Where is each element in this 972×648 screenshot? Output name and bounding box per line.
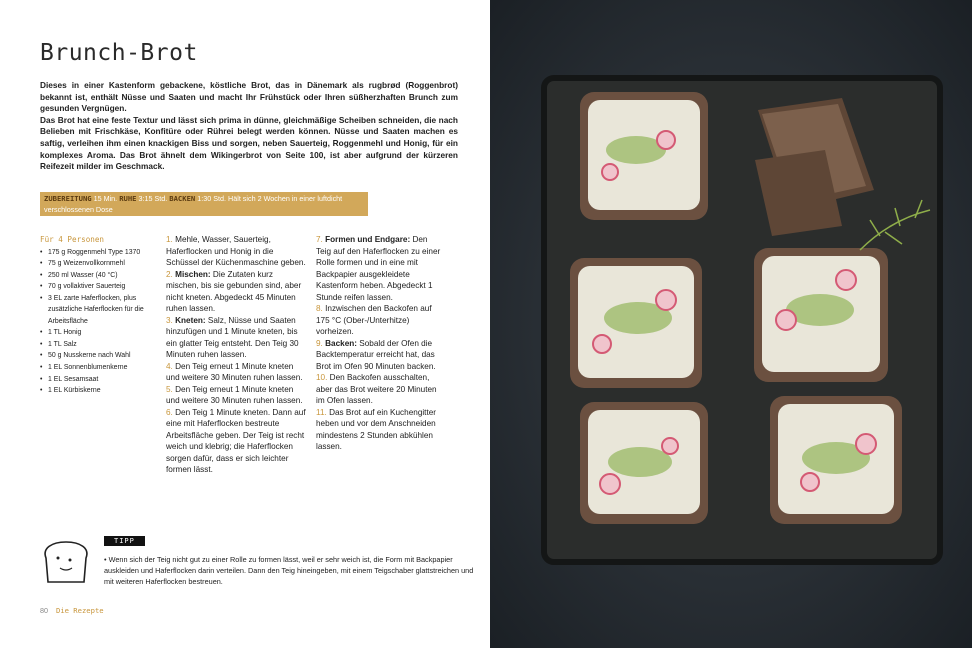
step: 11. Das Brot auf ein Kuchengitter heben und vor dem Anschneiden mindestens 2 Stunden abkühlen lassen. (316, 407, 437, 451)
step: 9. Backen: Sobald der Ofen die Backtemperatur erreicht hat, das Brot im Ofen 90 Minuten backen. (316, 338, 436, 371)
prep-value: 15 Min. (93, 194, 118, 203)
step: 4. Den Teig erneut 1 Minute kneten und weitere 30 Minuten ruhen lassen. (166, 361, 303, 382)
bread-slice (754, 248, 888, 382)
recipe-intro (40, 80, 458, 173)
steps-column-1 (166, 234, 306, 476)
intro-paragraph: Das Brot hat eine feste Textur und lässt sich prima in dünne, gleichmäßige Scheiben schneiden, die nach Belieben mit Frischkäse, Konfitüre oder Rührei belegt werden können. Nüsse und Saaten machen es saftig, verleihen ihm einen knackigen Biss und sorgen, neben Sauerteig, Roggenmehl und Honig, für ein komplexes Aroma. Das Brot ähnelt dem Wikingerbrot von Seite 100, ist aber aufgrund der kürzeren Reifezeit milder im Geschmack. (40, 114, 458, 172)
ingredient-item: • 50 g Nusskerne nach Wahl (40, 350, 150, 362)
step: 3. Kneten: Salz, Nüsse und Saaten hinzufügen und 1 Minute kneten, bis ein glatter Teig entsteht. Den Teig 30 Minuten ruhen lassen. (166, 315, 299, 359)
step: 7. Formen und Endgare: Den Teig auf den Haferflocken zu einer Rolle formen und in eine mit Backpapier ausgekleidete Kastenform heben. Abgedeckt 1 Stunde reifen lassen. (316, 235, 441, 302)
page-number: 80 (40, 606, 48, 615)
ingredient-item: • 1 TL Honig (40, 327, 150, 339)
photo-illustration (490, 0, 972, 648)
bread-slice (770, 396, 902, 524)
ingredient-item: • 3 EL zarte Haferflocken, plus zusätzliche Haferflocken für die Arbeitsfläche (40, 293, 150, 328)
ingredient-item: • 70 g vollaktiver Sauerteig (40, 281, 150, 293)
prep-label: ZUBEREITUNG (44, 194, 92, 203)
timing-bar (40, 192, 368, 216)
ingredient-item: • 175 g Roggenmehl Type 1370 (40, 247, 150, 259)
step: 1. Mehle, Wasser, Sauerteig, Haferflocken und Honig in die Schüssel der Küchenmaschine geben. (166, 235, 306, 267)
step: 6. Den Teig 1 Minute kneten. Dann auf eine mit Haferflocken bestreute Arbeitsfläche geben. Der Teig ist recht weich und klebrig; die Haferflocken sorgen dafür, dass er sich leichter formen lässt. (166, 407, 306, 474)
ingredient-item: • 1 EL Sesamsaat (40, 374, 150, 386)
bread-slice (580, 92, 708, 220)
rest-value: 3:15 Std. (138, 194, 168, 203)
storage-note: Hält sich 2 Wochen in einer luftdicht verschlossenen Dose (44, 194, 343, 214)
rest-label: RUHE (119, 194, 137, 203)
tip-label: TIPP (104, 536, 145, 546)
bake-value: 1:30 Std. (197, 194, 227, 203)
tip-text: • Wenn sich der Teig nicht gut zu einer Rolle zu formen lässt, weil er sehr weich ist, die Form mit Backpapier auskleiden und Haferflocken darin verteilen. Dann den Teig hineingeben, mit einem Teigschaber glattstreichen und mit weiteren Haferflocken bestreuen. (104, 555, 474, 587)
step: 8. Inzwischen den Backofen auf 175 °C (Ober-/Unterhitze) vorheizen. (316, 304, 432, 336)
page-footer (40, 606, 104, 615)
ingredient-item: • 1 TL Salz (40, 339, 150, 351)
step: 10. Den Backofen ausschalten, aber das Brot weitere 20 Minuten im Ofen lassen. (316, 373, 437, 405)
bake-label: BACKEN (169, 194, 196, 203)
bread-sketch-icon (40, 538, 92, 586)
intro-paragraph: Dieses in einer Kastenform gebackene, köstliche Brot, das in Dänemark als rugbrød (Roggenbrot) bekannt ist, enthält Nüsse und Saaten und macht Ihr Frühstück oder Ihren süßherzhaften Brunch zum gesunden Vergnügen. (40, 80, 458, 114)
step: 2. Mischen: Die Zutaten kurz mischen, bis sie gebunden sind, aber nicht kneten. Abgedeckt 45 Minuten ruhen lassen. (166, 269, 302, 313)
section-name: Die Rezepte (56, 606, 104, 615)
ingredients-list (40, 234, 150, 397)
ingredient-item: • 1 EL Kürbiskerne (40, 385, 150, 397)
recipe-title: Brunch-Brot (40, 40, 198, 66)
ingredient-item: • 75 g Weizenvollkornmehl (40, 258, 150, 270)
ingredient-item: • 1 EL Sonnenblumenkerne (40, 362, 150, 374)
bread-slice (580, 402, 708, 524)
steps-column-2 (316, 234, 442, 453)
bread-slice (570, 258, 702, 388)
step: 5. Den Teig erneut 1 Minute kneten und weitere 30 Minuten ruhen lassen. (166, 384, 303, 405)
servings-heading: Für 4 Personen (40, 235, 105, 244)
ingredient-item: • 250 ml Wasser (40 °C) (40, 270, 150, 282)
bread-photo (490, 0, 972, 648)
